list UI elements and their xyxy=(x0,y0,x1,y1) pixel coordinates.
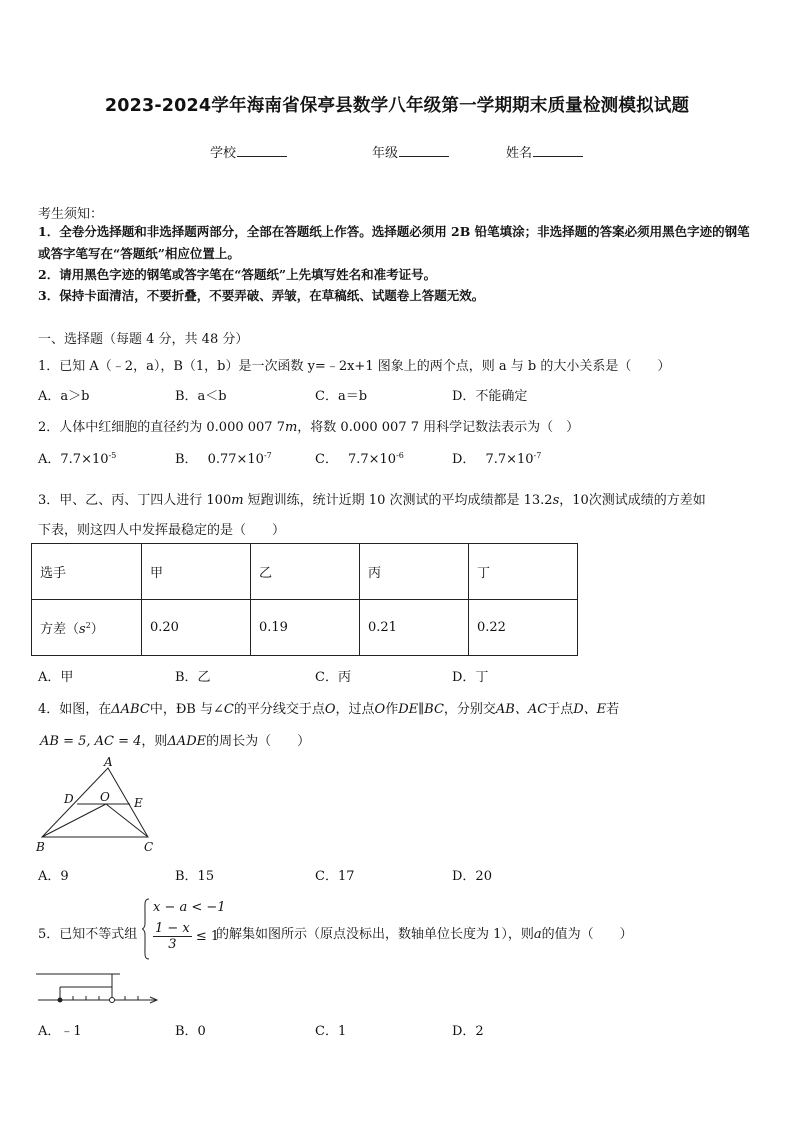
triangle-abc xyxy=(42,768,148,837)
table-row xyxy=(32,600,578,656)
q2-option-base: 0.77×10 xyxy=(207,452,264,467)
name-field xyxy=(506,142,583,161)
q5-option-c[interactable]: C．1 xyxy=(315,1024,347,1039)
table-cell: 0.19 xyxy=(251,600,360,656)
q2-option-base: 7.7×10 xyxy=(60,452,109,467)
grade-label: 年级 xyxy=(372,146,399,161)
q2-option-exp: -6 xyxy=(396,451,404,460)
name-label: 姓名 xyxy=(506,146,533,161)
grade-field xyxy=(372,142,449,161)
q2-option-base: 7.7×10 xyxy=(347,452,397,467)
q4-option-d[interactable]: D．20 xyxy=(452,869,492,884)
q2-stem xyxy=(38,416,579,435)
q5-option-d[interactable]: D．2 xyxy=(452,1024,484,1039)
table-header-cell: 甲 xyxy=(142,544,251,600)
q4-math: D、E xyxy=(573,702,607,717)
label-o: O xyxy=(100,790,110,804)
q5-fraction xyxy=(153,921,192,952)
label-b: B xyxy=(36,840,45,854)
q2-option-base: 7.7×10 xyxy=(485,452,534,467)
q5-inequality-1: x − a < −1 xyxy=(153,900,226,915)
q2-option-label: A． xyxy=(38,452,61,467)
table-row xyxy=(32,544,578,600)
q1-option-d[interactable]: D．不能确定 xyxy=(452,389,528,404)
q4-text: 于点 xyxy=(547,702,574,717)
q1-option-c[interactable]: C．a＝b xyxy=(315,389,368,404)
grade-blank[interactable] xyxy=(399,144,449,157)
q4-option-a[interactable]: A．9 xyxy=(38,869,69,884)
q3-stem-c: ，10次测试成绩的方差如 xyxy=(559,493,706,508)
open-endpoint xyxy=(110,998,115,1003)
label-d: D xyxy=(64,792,74,806)
q4-text: 作 xyxy=(385,702,399,717)
q4-math: DE∥BC xyxy=(398,702,444,717)
q4-text: 的平分线交于点 xyxy=(233,702,325,717)
note-item-2: 2．请用黑色字迹的钢笔或答字笔在“答题纸”上先填写姓名和准考证号。 xyxy=(38,267,437,282)
q2-option-d[interactable] xyxy=(452,448,541,467)
q3-stem-line2: 下表，则这四人中发挥最稳定的是（ ） xyxy=(38,523,286,538)
q5-text: 的值为（ ） xyxy=(541,927,633,942)
q4-text: ，过点 xyxy=(335,702,375,717)
variance-label-b: ） xyxy=(90,622,104,637)
q5-prefix: 5．已知不等式组 xyxy=(38,927,138,942)
bisector-bo xyxy=(42,804,106,837)
table-header-cell: 选手 xyxy=(32,544,142,600)
q3-unit: m xyxy=(231,493,244,508)
q3-stem xyxy=(38,489,706,508)
system-brace xyxy=(141,898,151,960)
q4-text: 的周长为（ ） xyxy=(206,734,311,749)
q2-option-exp: -5 xyxy=(108,451,117,460)
school-blank[interactable] xyxy=(237,144,287,157)
note-item-3: 3．保持卡面清洁，不要折叠，不要弄破、弄皱，在草稿纸、试题卷上答题无效。 xyxy=(38,288,485,303)
q2-option-exp: -7 xyxy=(263,451,272,460)
q2-option-label: D． xyxy=(452,452,476,467)
q2-option-a[interactable] xyxy=(38,448,116,467)
q3-unit-s: s xyxy=(552,493,560,508)
variance-label-a: 方差（ xyxy=(40,622,80,637)
q1-stem: 1．已知 A（﹣2，a），B（1，b）是一次函数 y=﹣2x+1 图象上的两个点，则 a 与 b 的大小关系是（ ） xyxy=(38,359,671,374)
q3-option-d[interactable]: D．丁 xyxy=(452,670,489,685)
q5-number-line xyxy=(36,968,166,1014)
q4-math: AB、AC xyxy=(495,702,548,717)
q5-inequality-2 xyxy=(153,921,219,952)
q5-suffix xyxy=(216,923,633,942)
q4-text: ，则 xyxy=(141,734,168,749)
table-cell: 0.21 xyxy=(360,600,469,656)
q4-stem-line1 xyxy=(38,698,619,717)
q4-option-c[interactable]: C．17 xyxy=(315,869,355,884)
table-cell: 0.22 xyxy=(469,600,578,656)
q5-text: 的解集如图所示（原点没标出，数轴单位长度为 1），则 xyxy=(216,927,534,942)
q2-option-b[interactable] xyxy=(175,448,272,467)
table-header-cell: 乙 xyxy=(251,544,360,600)
q2-stem-a: 2．人体中红细胞的直径约为 0.000 007 7 xyxy=(38,420,285,435)
variance-label-exp: 2 xyxy=(85,621,91,630)
q4-stem-line2 xyxy=(40,730,310,749)
q3-stem-b: 短跑训练，统计近期 10 次测试的平均成绩都是 13.2 xyxy=(243,493,553,508)
q4-text: ，分别交 xyxy=(443,702,496,717)
q4-math: O xyxy=(374,702,386,717)
q5-option-a[interactable]: A．﹣1 xyxy=(38,1024,82,1039)
q4-math: O xyxy=(324,702,336,717)
q2-unit: m xyxy=(284,420,298,435)
q4-text: 4．如图，在 xyxy=(38,702,112,717)
section-heading: 一、选择题（每题 4 分，共 48 分） xyxy=(38,332,249,347)
q1-option-b[interactable]: B．a＜b xyxy=(175,389,227,404)
school-field xyxy=(210,142,287,161)
name-blank[interactable] xyxy=(533,144,583,157)
q4-math: ΔADE xyxy=(167,734,207,749)
school-label: 学校 xyxy=(210,146,237,161)
q3-option-b[interactable]: B．乙 xyxy=(175,670,211,685)
closed-endpoint xyxy=(58,998,63,1003)
label-a: A xyxy=(104,755,113,769)
q2-option-c[interactable] xyxy=(315,448,404,467)
q2-option-label: B． xyxy=(175,452,198,467)
q4-math: ΔABC xyxy=(111,702,150,717)
q2-option-exp: -7 xyxy=(533,451,542,460)
q4-text: 若 xyxy=(606,702,620,717)
variance-table xyxy=(31,543,578,656)
q2-stem-b: ，将数 0.000 007 7 用科学记数法表示为（ ） xyxy=(297,420,580,435)
q3-stem-a: 3．甲、乙、丙、丁四人进行 100 xyxy=(38,493,232,508)
q5-fraction-rel: ≤ 1 xyxy=(195,929,220,944)
table-header-cell: 丙 xyxy=(360,544,469,600)
table-header-cell: 丁 xyxy=(469,544,578,600)
q5-option-b[interactable]: B．0 xyxy=(175,1024,206,1039)
q5-math: a xyxy=(533,927,542,942)
q4-math: ∠C xyxy=(213,702,234,717)
q4-text: 中，ÐB 与 xyxy=(149,702,213,717)
q2-option-label: C． xyxy=(315,452,338,467)
q3-option-a[interactable]: A．甲 xyxy=(38,670,74,685)
label-c: C xyxy=(144,840,154,854)
variance-label-s: s xyxy=(79,622,86,637)
q1-option-a[interactable]: A．a＞b xyxy=(38,389,90,404)
q4-triangle-figure xyxy=(30,755,165,855)
notes-heading: 考生须知： xyxy=(38,207,104,222)
q4-option-b[interactable]: B．15 xyxy=(175,869,215,884)
note-item-1: 1．全卷分选择题和非选择题两部分，全部在答题纸上作答。选择题必须用 2B 铅笔填涂；非选择题的答案必须用黑色字迹的钢笔或答字笔写在“答题纸”相应位置上。 xyxy=(38,224,750,261)
q4-math: AB = 5, AC = 4 xyxy=(40,734,142,749)
table-row-label xyxy=(32,600,142,656)
q5-fraction-den: 3 xyxy=(168,937,177,952)
page-title: 2023-2024学年海南省保亭县数学八年级第一学期期末质量检测模拟试题 xyxy=(104,96,690,116)
q5-fraction-num: 1 − x xyxy=(155,921,190,936)
label-e: E xyxy=(134,796,143,810)
table-cell: 0.20 xyxy=(142,600,251,656)
q3-option-c[interactable]: C．丙 xyxy=(315,670,351,685)
